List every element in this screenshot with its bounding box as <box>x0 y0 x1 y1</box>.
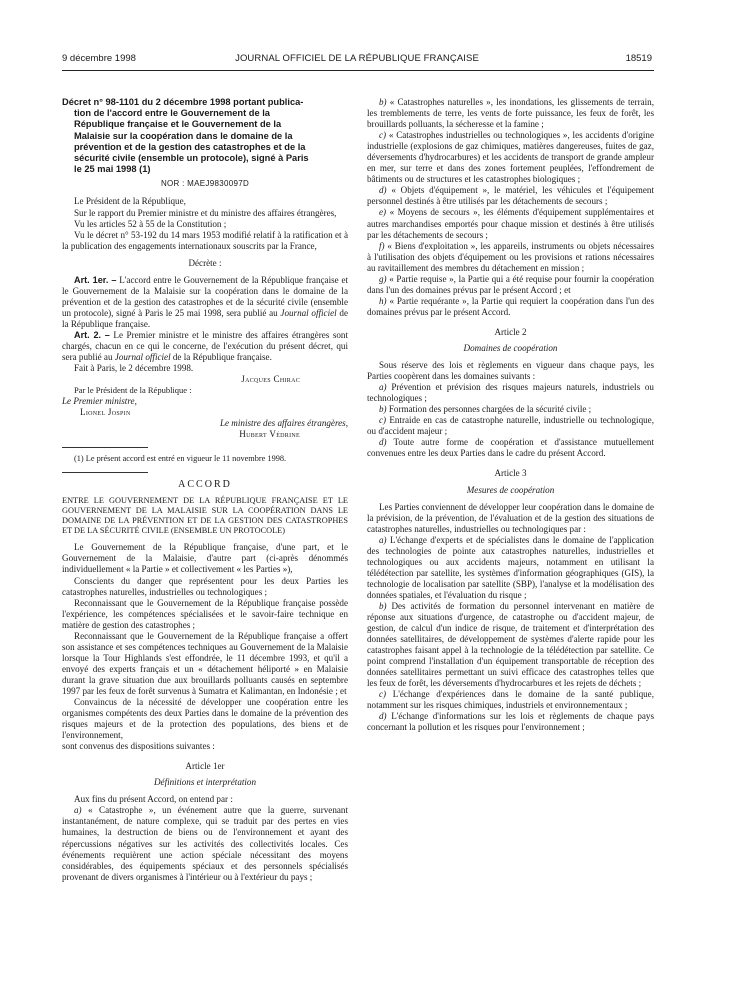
preamble-line: Vu les articles 52 à 55 de la Constitution ; <box>74 218 227 229</box>
item-letter: a) <box>74 805 82 816</box>
decree-title-line: tion de l'accord entre le Gouvernement de la <box>74 108 270 119</box>
item-text: L'échange d'expériences dans le domaine de la santé publique, notamment sur les risques chimiques, industriels et environnementaux ; <box>367 689 654 711</box>
item-letter: b) <box>379 600 387 611</box>
accord-intro-paragraph: Reconnaissant que le Gouvernement de la République française a offert son assistance et ses compétences techniques au Gouvernement de la Malaisie lorsque la Tour Highlands s'est effondrée, le 11 décembre 1993, et qu'il a envoyé des experts français et un « détachement héliporté » en Malaisie durant la grave situation due aux brouillards polluants causés en septembre 1997 par les feux de forêt survenus à Sumatra et Kalimantan, en Indonésie ; et <box>62 630 348 696</box>
item-text: « Biens d'exploitation », les appareils, instruments ou objets nécessaires à l'utilisation des objets d'équipement ou les provisions et rations nécessaires au ravitaillement des membres du détachement en mission ; <box>367 240 654 273</box>
item-text: « Catastrophe », un événement autre que la guerre, survenant instantanément, de nature complexe, qui se traduit par des pertes en vies humaines, la destruction de biens ou de l'environnement et ayant des répercussions négatives sur les activités des collectivités locales. Ces événements requièrent une action spéciale nécessitant des moyens considérables, des équipements spéciaux et des personnels spécialisés provenant de divers organismes à l'intérieur ou à l'extérieur du pays ; <box>62 805 348 882</box>
item-text: « Objets d'équipement », le matériel, les véhicules et l'équipement personnel destinés à être utilisés par les détachements de secours ; <box>367 185 654 207</box>
article-3-intro: Les Parties conviennent de développer leur coopération dans le domaine de la prévision, de la prévention, de l'évaluation et de la gestion des situations de catastrophes naturelles, industrielles ou technologiques par : <box>367 501 654 534</box>
item-text: L'échange d'informations sur les lois et règlements de chaque pays concernant la pollution et les risques pour l'environnement ; <box>367 711 654 733</box>
item-text: « Partie requérante », la Partie qui requiert la coopération dans l'un des domaines prévus par le présent Accord. <box>367 295 654 317</box>
article-2-intro: Sous réserve des lois et règlements en vigueur dans chaque pays, les Parties coopèrent dans les domaines suivants : <box>367 360 654 382</box>
article-2-end: de la République française. <box>170 352 272 363</box>
decree-title-line: Malaisie sur la coopération dans le domaine de la <box>74 130 293 141</box>
item-text: Des activités de formation du personnel intervenant en matière de réponse aux situations d'urgence, de catastrophe ou d'accident majeur, de gestion, de calcul d'un indice de risque, de traitement et d'interprétation des données satellitaires, de développement de systèmes d'alerte rapide pour les catastrophes faisant appel à la technologie de la télédétection par satellite. Ce point comprend l'installation d'un équipement transportable de réception des données satellitaires permettant un suivi efficace des catastrophes telles que les feux de forêt, les déversements d'hydrocarbures et les rejets de déchets ; <box>367 600 654 689</box>
domain-item <box>367 437 654 459</box>
article-1-text: L'accord entre le Gouvernement de la République française et le Gouvernement de la Malaisie sur la coopération dans le domaine de la prévention et de la gestion des catastrophes et de la sécurité civile (ensemble un protocole), signé à Paris le 25 mai 1998, sera publié au <box>62 274 349 318</box>
article-1-end: de la République française. <box>62 307 348 329</box>
premier-ministre-name: Lionel Jospin <box>80 407 131 418</box>
left-column <box>62 97 348 883</box>
journal-officiel-ref: Journal officiel <box>280 307 337 318</box>
article-1-label: Art. 1er. – <box>74 274 117 285</box>
par-le-president: Par le Président de la République : <box>74 385 192 396</box>
preamble-line: Vu le décret n° 53-192 du 14 mars 1953 modifié relatif à la ratification et à la publication des engagements internationaux souscrits par la France, <box>62 229 348 251</box>
article-1-subtitle: Définitions et interprétation <box>153 777 257 788</box>
premier-ministre-title: Le Premier ministre, <box>62 396 137 407</box>
decree-title-line: République française et le Gouvernement de la <box>74 119 282 130</box>
item-letter: c) <box>379 130 387 141</box>
footnote: (1) Le présent accord est entré en vigueur le 11 novembre 1998. <box>74 454 287 464</box>
decree-title-line: prévention et de la gestion des catastrophes et de la <box>74 141 306 152</box>
domain-item <box>367 404 654 415</box>
accord-intro-paragraph: Reconnaissant que le Gouvernement de la République française possède l'expérience, les compétences spécialisées et le savoir-faire technique en matière de gestion des catastrophes ; <box>62 597 348 630</box>
header-page-number: 18519 <box>625 53 652 64</box>
header-date: 9 décembre 1998 <box>62 53 136 64</box>
item-letter: e) <box>379 207 387 218</box>
ministre-title: Le ministre des affaires étrangères, <box>219 418 348 429</box>
definition-item <box>367 97 654 130</box>
item-letter: a) <box>379 382 387 393</box>
item-text: Formation des personnes chargées de la sécurité civile ; <box>388 404 592 415</box>
article-2-subtitle: Domaines de coopération <box>463 342 558 353</box>
domain-item <box>367 382 654 404</box>
article-1-decree <box>62 275 348 330</box>
footnote-separator <box>62 447 148 448</box>
item-letter: a) <box>379 534 387 545</box>
definition-item <box>62 805 348 882</box>
accord-caps-title: ENTRE LE GOUVERNEMENT DE LA RÉPUBLIQUE FRANÇAISE ET LE GOUVERNEMENT DE LA MALAISIE SUR LA COOPÉRATION DANS LE DOMAINE DE LA PRÉVENTION ET DE LA GESTION DES CATASTROPHES ET DE LA SÉCURITÉ CIVILE (ENSEMBLE UN PROTOCOLE) <box>62 495 348 536</box>
decrete-heading: Décrète : <box>188 257 222 268</box>
item-text: Toute autre forme de coopération et d'assistance mutuellement convenues entre les deux Parties dans le cadre du présent Accord. <box>367 437 655 459</box>
signature-president: Jacques Chirac <box>241 374 300 385</box>
definition-item <box>367 274 654 296</box>
article-2-label: Art. 2. – <box>74 329 110 340</box>
decree-title-line: Décret n° 98-1101 du 2 décembre 1998 portant publica- <box>62 97 304 107</box>
domain-item <box>367 415 654 437</box>
header-rule <box>62 70 654 71</box>
fait-a-paris: Fait à Paris, le 2 décembre 1998. <box>74 363 194 374</box>
decree-title-line: le 25 mai 1998 (1) <box>74 164 151 175</box>
item-letter: d) <box>379 711 387 722</box>
article-2-text: Le Premier ministre et le ministre des affaires étrangères sont chargés, chacun en ce qui le concerne, de l'exécution du présent décret, qui sera publié au <box>62 329 348 363</box>
item-text: « Partie requise », la Partie qui a été requise pour fournir la coopération dans l'un des domaines prévus par le présent Accord ; et <box>367 273 654 295</box>
article-2-title: Article 2 <box>494 326 527 337</box>
item-text: Entraide en cas de catastrophe naturelle, industrielle ou technologique, ou d'accident majeur ; <box>367 415 654 437</box>
definition-item <box>367 296 654 318</box>
ministre-name: Hubert Védrine <box>239 429 300 440</box>
decree-title-line: sécurité civile (ensemble un protocole), signé à Paris <box>74 153 309 164</box>
definition-item <box>367 130 654 185</box>
accord-intro-paragraph: sont convenus des dispositions suivantes : <box>62 741 215 752</box>
page-header <box>62 53 652 69</box>
accord-intro-paragraph: Le Gouvernement de la République française, d'une part, et le Gouvernement de la Malaisie, d'autre part (ci-après dénommés individuellement « la Partie » et collectivement « les Parties »), <box>62 542 348 575</box>
definition-item <box>367 185 654 207</box>
item-text: Prévention et prévision des risques majeurs naturels, industriels ou technologiques ; <box>367 382 654 404</box>
preamble-line: Le Président de la République, <box>74 196 186 207</box>
measure-item <box>367 689 654 711</box>
measure-item <box>367 601 654 689</box>
item-letter: h) <box>379 295 387 306</box>
article-3-subtitle: Mesures de coopération <box>466 484 555 495</box>
decree-title <box>62 97 348 175</box>
item-letter: b) <box>379 404 387 415</box>
item-letter: c) <box>379 689 387 700</box>
article-1-intro: Aux fins du présent Accord, on entend par : <box>74 794 233 805</box>
item-text: « Catastrophes industrielles ou technologiques », les accidents d'origine industrielle (explosions de gaz chimiques, matières dangereuses, fuites de gaz, déversements d'hydrocarbures) et les accidents de transport de grande ampleur en mer, sur terre et dans des zones fortement peuplées, l'effondrement de bâtiments ou de structures et les catastrophes biologiques ; <box>367 130 654 185</box>
measure-item <box>367 711 654 733</box>
article-3-title: Article 3 <box>494 468 527 479</box>
item-text: « Moyens de secours », les éléments d'équipement supplémentaires et autres marchandises emportés pour chaque mission et destinés à être utilisés par les détachements de secours ; <box>367 207 655 240</box>
accord-intro-paragraph: Convaincus de la nécessité de développer une coopération entre les organismes compétents des deux Parties dans le domaine de la prévention des risques majeurs et de la protection des populations, des biens et de l'environnement, <box>62 697 348 741</box>
item-letter: d) <box>379 437 387 448</box>
item-letter: d) <box>379 185 387 196</box>
accord-heading: ACCORD <box>178 478 232 490</box>
definition-item <box>367 207 654 240</box>
footnote-separator <box>62 472 148 473</box>
measure-item <box>367 535 654 601</box>
article-2-decree <box>62 330 348 363</box>
item-letter: c) <box>379 415 387 426</box>
header-journal-title: JOURNAL OFFICIEL DE LA RÉPUBLIQUE FRANÇAISE <box>235 53 479 64</box>
item-letter: b) <box>379 97 387 107</box>
item-letter: g) <box>379 273 387 284</box>
item-letter: f) <box>379 240 385 251</box>
definition-item <box>367 241 654 274</box>
item-text: L'échange d'experts et de spécialistes dans le domaine de l'application des technologies de pointe aux catastrophes naturelles, industrielles et technologiques ou aux accidents majeurs, notamment en utilisant la télédétection par satellite, les systèmes d'information géographiques (GIS), la technologie de localisation par satellite (SBP), l'analyse et la modélisation des données spatiales, et l'évaluation du risque ; <box>367 534 654 600</box>
nor-reference: NOR : MAEJ9830097D <box>160 179 250 189</box>
preamble-line: Sur le rapport du Premier ministre et du ministre des affaires étrangères, <box>74 207 337 218</box>
item-text: « Catastrophes naturelles », les inondations, les glissements de terrain, les tremblements de terre, les vents de forte puissance, les feux de forêt, les brouillards polluants, la sécheresse et la famine ; <box>367 97 654 130</box>
journal-officiel-ref: Journal officiel <box>114 352 171 363</box>
accord-intro-paragraph: Conscients du danger que représentent pour les deux Parties les catastrophes naturelles, industrielles ou technologiques ; <box>62 575 348 597</box>
article-1-title: Article 1er <box>185 761 225 772</box>
right-column <box>367 97 654 734</box>
